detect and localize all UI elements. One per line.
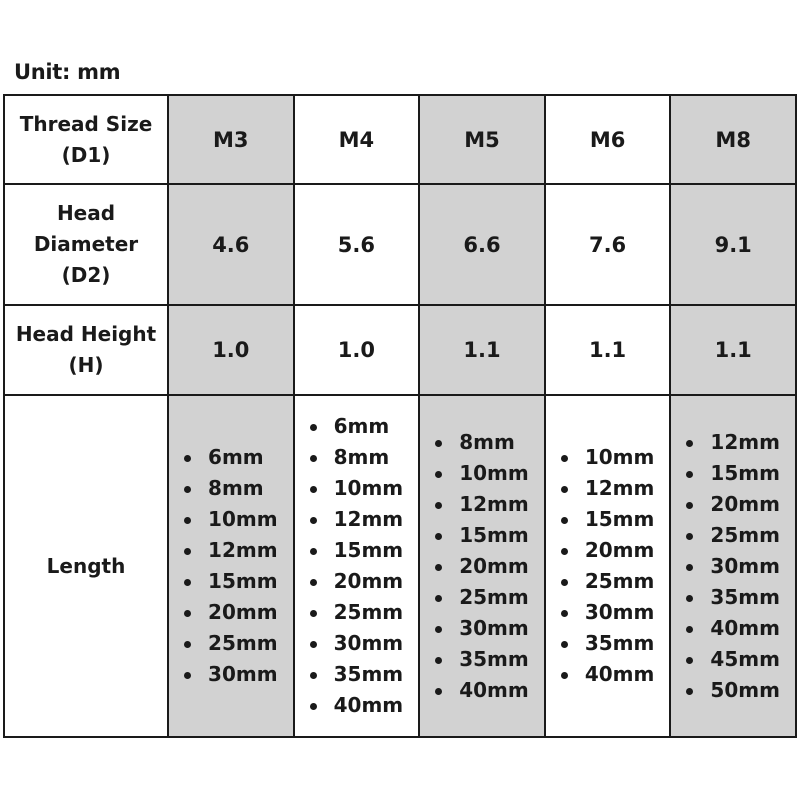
length-list	[435, 427, 529, 706]
head-diameter-cell: 7.6	[545, 184, 671, 305]
thread-size-cell: M4	[294, 95, 420, 184]
length-item: 12mm	[561, 473, 655, 504]
length-item: 10mm	[184, 504, 278, 535]
row-header-line: Diameter	[33, 232, 139, 256]
length-item: 8mm	[435, 427, 529, 458]
row-header-line: Thread Size	[19, 111, 153, 136]
length-item: 12mm	[435, 489, 529, 520]
length-item: 30mm	[686, 551, 780, 582]
table-row-length	[4, 395, 796, 737]
length-item: 35mm	[561, 628, 655, 659]
length-item: 15mm	[686, 458, 780, 489]
length-item: 40mm	[435, 675, 529, 706]
head-diameter-cell: 9.1	[670, 184, 796, 305]
length-item: 35mm	[435, 644, 529, 675]
length-cell	[419, 395, 545, 737]
head-height-cell: 1.1	[419, 305, 545, 395]
length-item: 15mm	[435, 520, 529, 551]
length-item: 40mm	[686, 613, 780, 644]
length-item: 15mm	[310, 535, 404, 566]
thread-size-cell: M5	[419, 95, 545, 184]
length-item: 20mm	[561, 535, 655, 566]
length-item: 30mm	[435, 613, 529, 644]
row-header-line: (D1)	[61, 142, 111, 167]
head-height-cell: 1.1	[545, 305, 671, 395]
length-item: 12mm	[184, 535, 278, 566]
length-list	[561, 442, 655, 690]
length-item: 10mm	[310, 473, 404, 504]
length-list	[310, 411, 404, 721]
table-row-thread-size	[4, 95, 796, 184]
length-item: 25mm	[435, 582, 529, 613]
length-item: 40mm	[561, 659, 655, 690]
row-header-line: (D2)	[61, 263, 111, 287]
length-item: 35mm	[310, 659, 404, 690]
length-item: 8mm	[184, 473, 278, 504]
length-item: 30mm	[184, 659, 278, 690]
length-item: 8mm	[310, 442, 404, 473]
length-item: 20mm	[184, 597, 278, 628]
unit-label: Unit: mm	[14, 60, 121, 84]
thread-size-cell: M3	[168, 95, 294, 184]
head-height-cell: 1.0	[168, 305, 294, 395]
length-item: 40mm	[310, 690, 404, 721]
row-header-thread-size	[4, 95, 168, 184]
length-item: 15mm	[561, 504, 655, 535]
head-height-cell: 1.0	[294, 305, 420, 395]
length-item: 30mm	[310, 628, 404, 659]
length-item: 25mm	[310, 597, 404, 628]
row-header-length	[4, 395, 168, 737]
thread-size-cell: M6	[545, 95, 671, 184]
length-item: 25mm	[561, 566, 655, 597]
length-list	[184, 442, 278, 690]
length-item: 12mm	[310, 504, 404, 535]
head-diameter-cell: 4.6	[168, 184, 294, 305]
length-cell	[670, 395, 796, 737]
length-item: 12mm	[686, 427, 780, 458]
length-list	[686, 427, 780, 706]
length-cell	[168, 395, 294, 737]
thread-size-cell: M8	[670, 95, 796, 184]
length-item: 10mm	[561, 442, 655, 473]
length-cell	[545, 395, 671, 737]
length-cell	[294, 395, 420, 737]
length-item: 10mm	[435, 458, 529, 489]
length-item: 20mm	[310, 566, 404, 597]
length-item: 50mm	[686, 675, 780, 706]
head-diameter-cell: 5.6	[294, 184, 420, 305]
length-item: 20mm	[686, 489, 780, 520]
row-header-line: Head Height	[15, 322, 157, 346]
length-item: 35mm	[686, 582, 780, 613]
length-item: 20mm	[435, 551, 529, 582]
length-item: 25mm	[184, 628, 278, 659]
table-row-head-height	[4, 305, 796, 395]
length-item: 45mm	[686, 644, 780, 675]
length-item: 25mm	[686, 520, 780, 551]
spec-table	[3, 94, 797, 738]
length-item: 6mm	[310, 411, 404, 442]
row-header-line: Length	[46, 553, 126, 578]
length-item: 15mm	[184, 566, 278, 597]
row-header-line: Head	[56, 201, 116, 225]
row-header-head-diameter	[4, 184, 168, 305]
table-row-head-diameter	[4, 184, 796, 305]
length-item: 30mm	[561, 597, 655, 628]
length-item: 6mm	[184, 442, 278, 473]
head-diameter-cell: 6.6	[419, 184, 545, 305]
row-header-head-height	[4, 305, 168, 395]
row-header-line: (H)	[68, 353, 104, 377]
head-height-cell: 1.1	[670, 305, 796, 395]
